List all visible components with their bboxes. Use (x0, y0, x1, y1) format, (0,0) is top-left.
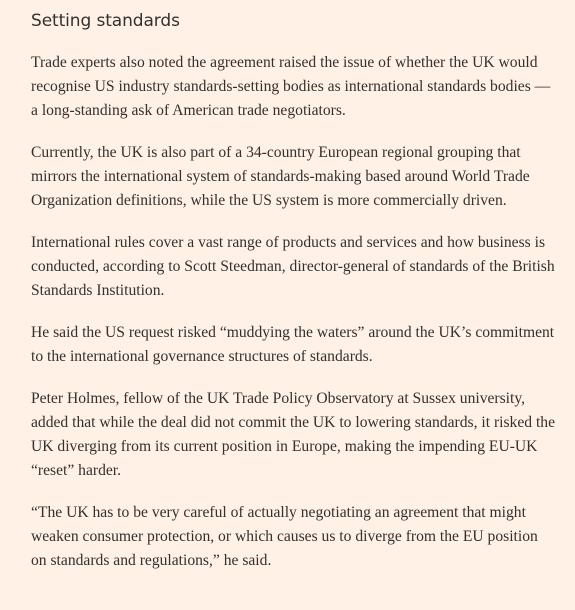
article-paragraph: He said the US request risked “muddying the waters” around the UK’s commitment to the international governance structures of standards. (31, 324, 555, 365)
article-paragraph: Currently, the UK is also part of a 34-country European regional grouping that mirrors the international system of standards-making based around World Trade Organization definitions, while the US system is more commercially driven. (31, 144, 530, 209)
article-paragraph: International rules cover a vast range of products and services and how business is conducted, according to Scott Steedman, director-general of standards of the British Standards Institution. (31, 234, 555, 299)
article-paragraph: Trade experts also noted the agreement raised the issue of whether the UK would recognise US industry standards-setting bodies as international standards bodies — a long-standing ask of American trade negotiators. (31, 54, 551, 119)
article-paragraph: Peter Holmes, fellow of the UK Trade Policy Observatory at Sussex university, added that while the deal did not commit the UK to lowering standards, it risked the UK diverging from its current position in Europe, making the impending EU-UK “reset” harder. (31, 390, 556, 479)
section-heading: Setting standards (31, 11, 180, 31)
article-paragraph: “The UK has to be very careful of actually negotiating an agreement that might weaken consumer protection, or which causes us to diverge from the EU position on standards and regulations,” he said. (31, 504, 538, 569)
